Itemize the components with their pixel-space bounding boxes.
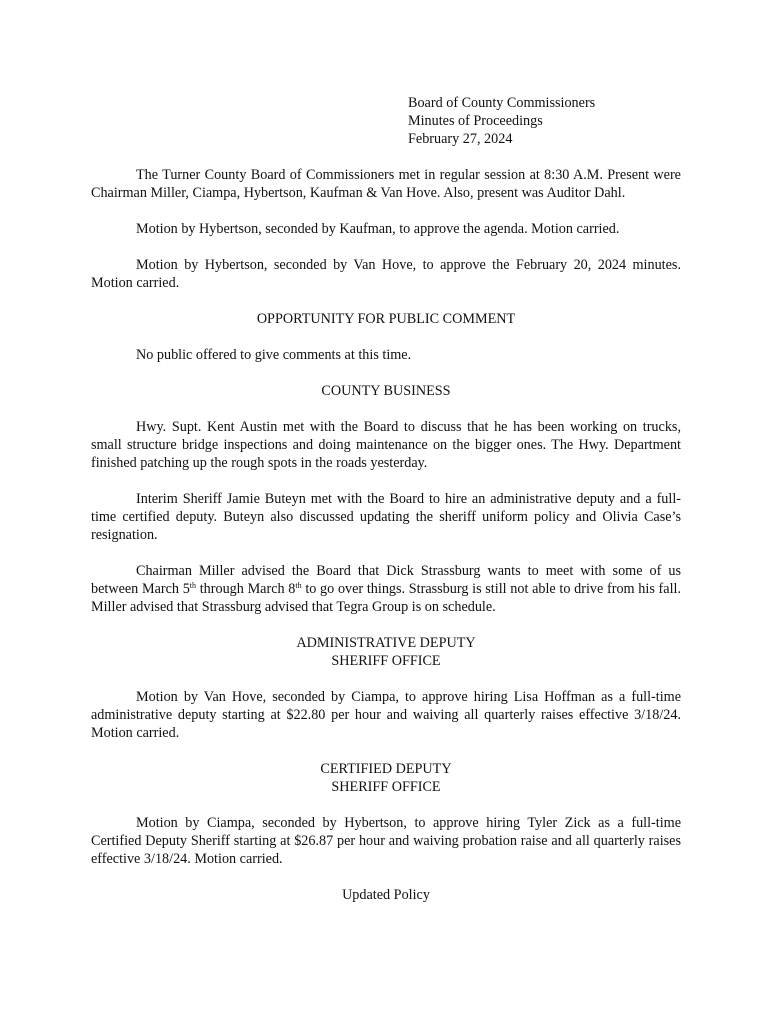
ordinal-suffix: th: [189, 581, 197, 590]
header-date: February 27, 2024: [408, 131, 513, 147]
paragraph-hwy-report: Hwy. Supt. Kent Austin met with the Board to discuss that he has been working on trucks, small structure bridge inspections and doing maintenance on the bigger ones. The Hwy. Department finished patching up the rough spots in the roads yesterday.: [91, 419, 681, 471]
heading-updated-policy: Updated Policy: [342, 887, 430, 903]
header-doc-type: Minutes of Proceedings: [408, 113, 543, 129]
paragraph-strassburg: [91, 562, 681, 616]
strassburg-text-a: Chairman Miller advised the Board that Dick Strassburg wants to meet with some of us between March 5: [91, 563, 681, 597]
heading-county-business: COUNTY BUSINESS: [321, 383, 451, 399]
heading-certified-deputy: CERTIFIED DEPUTY: [320, 761, 452, 777]
heading-admin-sheriff-office: SHERIFF OFFICE: [331, 653, 441, 669]
heading-certified-sheriff-office: SHERIFF OFFICE: [331, 779, 441, 795]
header-board-name: Board of County Commissioners: [408, 95, 596, 111]
document-page: [91, 94, 681, 904]
paragraph-admin-deputy-motion: Motion by Van Hove, seconded by Ciampa, to approve hiring Lisa Hoffman as a full-time administrative deputy starting at $22.80 per hour and waiving all quarterly raises effective 3/18/24. Motion carried.: [91, 689, 681, 741]
strassburg-text-c: to go over things. Strassburg is still not able to drive from his fall. Miller advised that Strassburg advised that Tegra Group is on schedule.: [91, 581, 681, 615]
document-header: [408, 94, 681, 148]
paragraph-sheriff-report: Interim Sheriff Jamie Buteyn met with the Board to hire an administrative deputy and a full-time certified deputy. Buteyn also discussed updating the sheriff uniform policy and Olivia Case’s resignation.: [91, 491, 681, 543]
heading-public-comment: OPPORTUNITY FOR PUBLIC COMMENT: [256, 311, 516, 327]
paragraph-agenda-motion: Motion by Hybertson, seconded by Kaufman, to approve the agenda. Motion carried.: [136, 221, 620, 237]
ordinal-suffix: th: [295, 581, 302, 590]
paragraph-session: The Turner County Board of Commissioners met in regular session at 8:30 A.M. Present were Chairman Miller, Ciampa, Hybertson, Kaufman & Van Hove. Also, present was Auditor Dahl.: [91, 167, 681, 201]
strassburg-text-b: through March 8: [196, 581, 296, 597]
paragraph-minutes-motion: Motion by Hybertson, seconded by Van Hove, to approve the February 20, 2024 minutes. Motion carried.: [91, 257, 681, 291]
paragraph-certified-deputy-motion: Motion by Ciampa, seconded by Hybertson, to approve hiring Tyler Zick as a full-time Certified Deputy Sheriff starting at $26.87 per hour and waiving probation raise and all quarterly raises effective 3/18/24. Motion carried.: [91, 815, 681, 867]
heading-admin-deputy: ADMINISTRATIVE DEPUTY: [296, 635, 476, 651]
paragraph-no-public: No public offered to give comments at this time.: [136, 347, 412, 363]
